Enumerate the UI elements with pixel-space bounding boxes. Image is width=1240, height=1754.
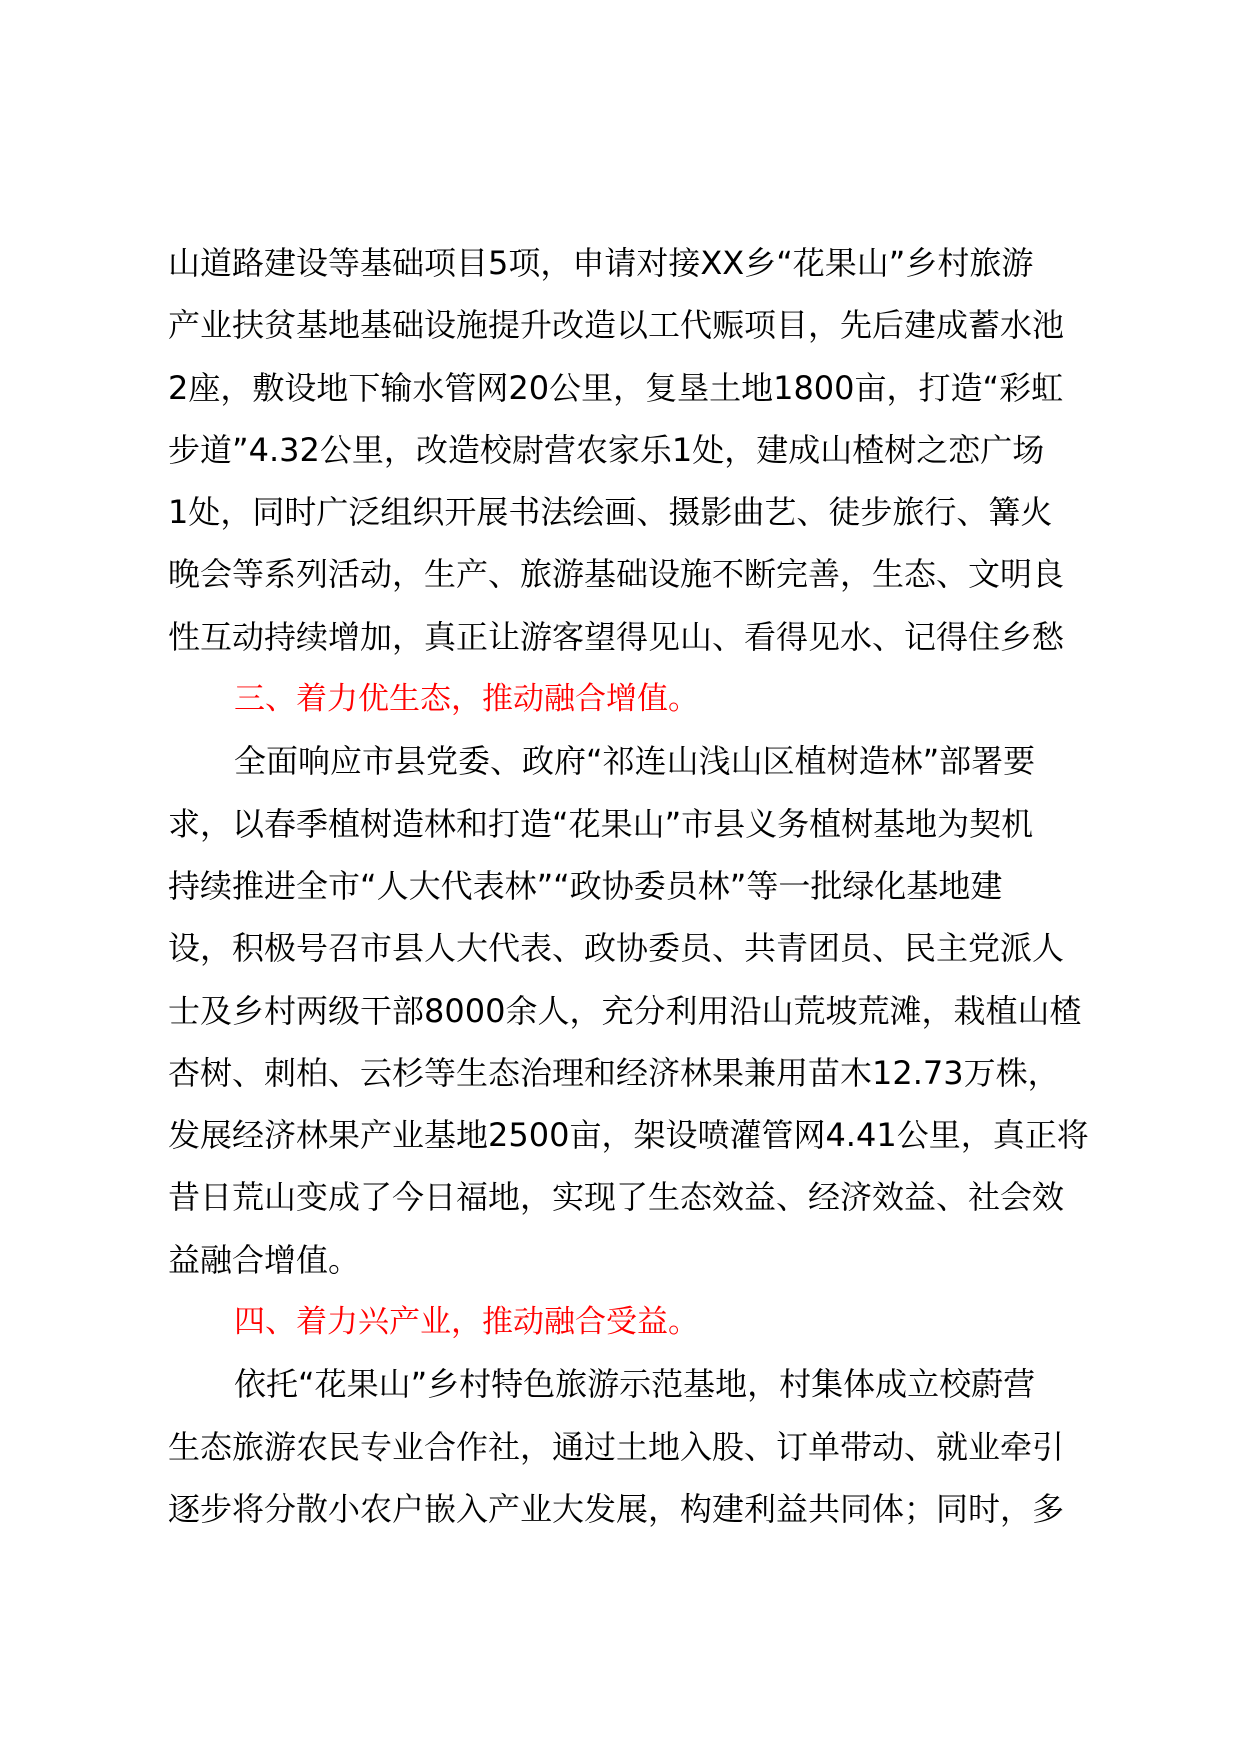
section-heading-4: 四、着力兴产业，推动融合受益。 [234,1304,699,1341]
text-line: 昔日荒山变成了今日福地，实现了生态效益、经济效益、社会效 [168,1178,1065,1217]
text-line: 益融合增值。 [168,1240,361,1279]
text-line: 发展经济林果产业基地2500亩，架设喷灌管网4.41公里，真正将 [168,1116,1089,1155]
text-line: 山道路建设等基础项目5项，申请对接XX乡“花果山”乡村旅游 [168,244,1034,282]
text-line: 持续推进全市“人大代表林”“政协委员林”等一批绿化基地建 [168,866,1003,905]
text-line: 士及乡村两级干部8000余人，充分利用沿山荒坡荒滩，栽植山楂 [168,991,1082,1030]
text-line: 杏树、刺柏、云杉等生态治理和经济林果兼用苗木12.73万株， [168,1053,1060,1092]
paragraph-first-line: 全面响应市县党委、政府“祁连山浅山区植树造林”部署要 [234,742,1036,781]
text-line: 求，以春季植树造林和打造“花果山”市县义务植树基地为契机 [168,804,1034,843]
text-line: 1处，同时广泛组织开展书法绘画、摄影曲艺、徒步旅行、篝火 [168,493,1053,532]
paragraph-first-line: 依托“花果山”乡村特色旅游示范基地，村集体成立校蔚营 [234,1365,1036,1404]
text-line: 步道”4.32公里，改造校尉营农家乐1处，建成山楂树之恋广场 [168,430,1045,469]
document-body [168,232,1128,1540]
text-line: 逐步将分散小农户嵌入产业大发展，构建利益共同体；同时，多 [168,1489,1065,1528]
text-line: 性互动持续增加，真正让游客望得见山、看得见水、记得住乡愁 [168,617,1065,656]
text-line: 设，积极号召市县人大代表、政协委员、共青团员、民主党派人 [168,929,1065,968]
text-line: 生态旅游农民专业合作社，通过土地入股、订单带动、就业牵引 [168,1427,1065,1466]
section-heading-3: 三、着力优生态，推动融合增值。 [234,681,699,718]
text-line: 2座，敷设地下输水管网20公里，复垦土地1800亩，打造“彩虹 [168,368,1064,407]
text-line: 产业扶贫基地基础设施提升改造以工代赈项目，先后建成蓄水池 [168,306,1065,345]
text-line: 晚会等系列活动，生产、旅游基础设施不断完善，生态、文明良 [168,555,1065,594]
